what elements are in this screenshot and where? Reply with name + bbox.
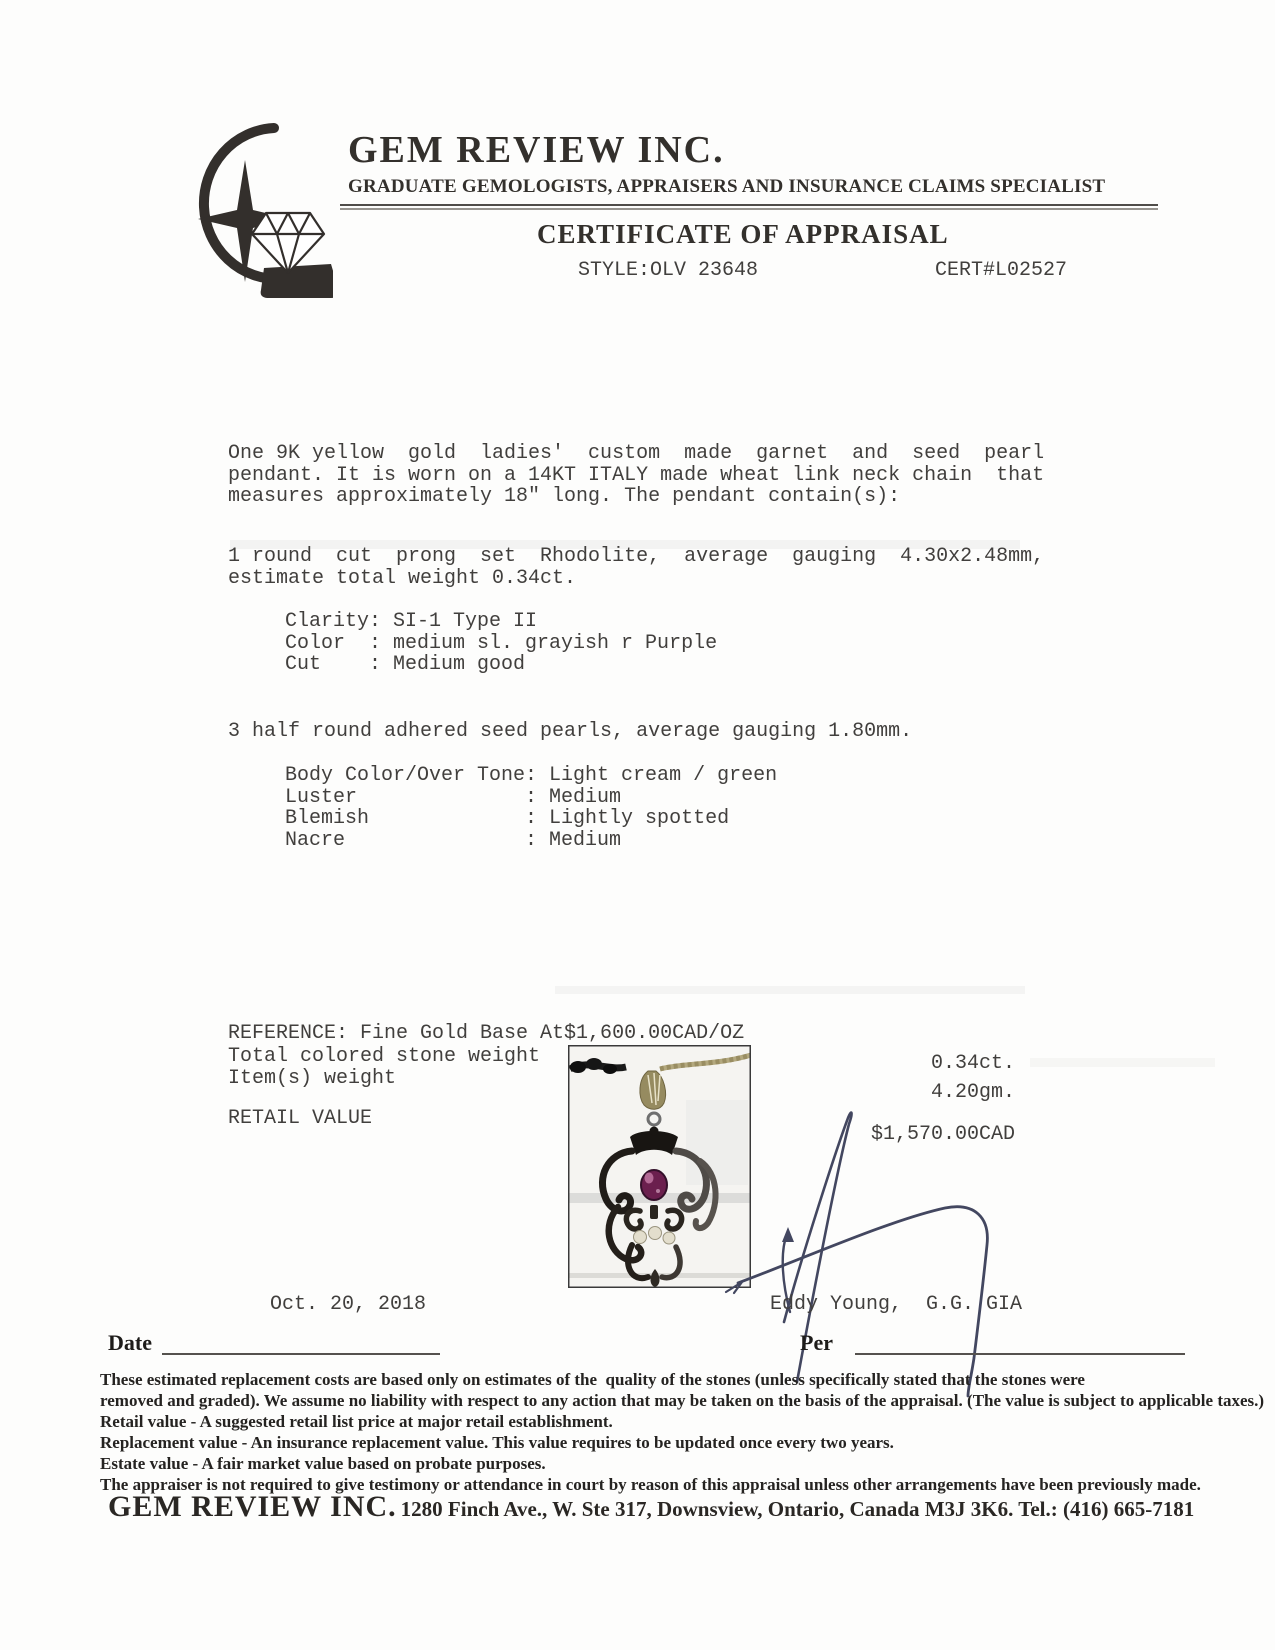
retail-value-label: RETAIL VALUE: [228, 1107, 373, 1130]
stone-grading-details: [285, 611, 717, 676]
text-line: Luster : Medium: [285, 785, 622, 809]
per-signature-line: [855, 1352, 1185, 1355]
text-line: Body Color/Over Tone: Light cream / green: [285, 764, 778, 787]
text-line: Nacre : Medium: [285, 828, 622, 852]
text-line: Clarity: SI-1 Type II: [285, 610, 538, 633]
certificate-title: CERTIFICATE OF APPRAISAL: [537, 219, 949, 249]
text-line: pendant. It is worn on a 14KT ITALY made wheat link neck chain that: [228, 463, 1045, 487]
footer-company-name: GEM REVIEW INC.: [108, 1490, 397, 1523]
header-divider: [340, 204, 1158, 210]
scan-streak: [555, 986, 1025, 994]
text-line: removed and graded). We assume no liability with respect to any action that may be taken on the basis of the appraisal. (The value is subject to applicable taxes.): [100, 1391, 1265, 1410]
text-line: 1 round cut prong set Rhodolite, average gauging 4.30x2.48mm,: [228, 545, 1045, 568]
item-description: [228, 443, 1044, 508]
company-tagline: GRADUATE GEMOLOGISTS, APPRAISERS AND INSURANCE CLAIMS SPECIALIST: [348, 176, 1106, 197]
retail-value-amount: $1,570.00CAD: [870, 1123, 1015, 1146]
text-line: Blemish : Lightly spotted: [285, 807, 730, 830]
text-line: Replacement value - An insurance replacement value. This value requires to be updated once every two years.: [100, 1433, 894, 1452]
scan-streak: [1030, 1058, 1215, 1067]
item-weight-value: 4.20gm.: [930, 1081, 1015, 1104]
text-line: estimate total weight 0.34ct.: [228, 566, 577, 590]
text-line: measures approximately 18" long. The pendant contain(s):: [228, 485, 901, 508]
appraiser-name: Eddy Young, G.G. GIA: [770, 1293, 1023, 1316]
date-signature-line: [162, 1352, 440, 1355]
text-line: Cut : Medium good: [285, 653, 526, 676]
item-weight-label: Item(s) weight: [228, 1067, 397, 1090]
gem-review-logo-icon: [148, 118, 333, 303]
per-label: Per: [800, 1330, 833, 1355]
reference-line: REFERENCE: Fine Gold Base At$1,600.00CAD/OZ: [228, 1022, 745, 1045]
stone-weight-value: 0.34ct.: [930, 1052, 1015, 1075]
text-line: One 9K yellow gold ladies' custom made garnet and seed pearl: [228, 442, 1045, 465]
footer: [108, 1490, 1194, 1524]
company-name: GEM REVIEW INC.: [348, 129, 725, 171]
stone-description: [228, 546, 1044, 589]
pearl-description: 3 half round adhered seed pearls, average gauging 1.80mm.: [228, 720, 913, 743]
text-line: Color : medium sl. grayish r Purple: [285, 631, 718, 655]
pearl-grading-details: [285, 765, 777, 851]
stone-weight-label: Total colored stone weight: [228, 1045, 541, 1068]
footer-address: 1280 Finch Ave., W. Ste 317, Downsview, Ontario, Canada M3J 3K6. Tel.: (416) 665-7181: [400, 1497, 1195, 1521]
text-line: Estate value - A fair market value based on probate purposes.: [100, 1454, 546, 1473]
text-line: The appraiser is not required to give testimony or attendance in court by reason of this appraisal unless other arrangements have been previously made.: [100, 1475, 1201, 1494]
appraiser-signature-icon: [690, 1100, 1010, 1410]
disclaimer-text: [100, 1369, 1264, 1495]
style-number: STYLE:OLV 23648: [578, 259, 759, 282]
date-label: Date: [108, 1330, 152, 1355]
text-line: These estimated replacement costs are based only on estimates of the quality of the stones (unless specifically stated that the stones were: [100, 1370, 1085, 1389]
appraisal-date: Oct. 20, 2018: [270, 1293, 427, 1316]
cert-number: CERT#L02527: [935, 259, 1068, 282]
text-line: Retail value - A suggested retail list price at major retail establishment.: [100, 1412, 613, 1431]
